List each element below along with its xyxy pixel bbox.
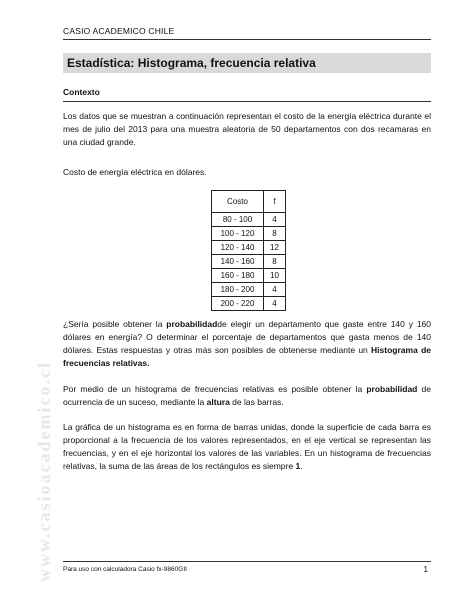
table-row [212,255,286,269]
bold-term-histograma: Histograma de frecuencias relativas. [63,345,431,368]
text-run: Por medio de un histograma de frecuencias relativas es posible obtener la [63,384,367,394]
section-heading: Contexto [63,87,100,97]
bold-term-one: 1 [295,461,301,471]
definition-paragraph [63,421,431,473]
table-row [212,241,286,255]
text-run: de ocurrencia de un suceso, mediante la [63,384,431,407]
table-row [212,213,286,227]
header-cell-costo: Costo [212,191,264,213]
document-header: CASIO ACADEMICO CHILE [63,26,175,36]
frequency-cell: 4 [264,297,286,311]
cost-cell: 180 - 200 [212,283,264,297]
table-row [212,297,286,311]
cost-cell: 160 - 180 [212,269,264,283]
cost-cell: 100 - 120 [212,227,264,241]
bold-term-altura: altura [206,397,230,407]
cost-cell: 80 - 100 [212,213,264,227]
page-title: Estadística: Histograma, frecuencia relativa [63,53,431,73]
bold-term-probabilidad: probabilidad [166,319,218,329]
table-row [212,227,286,241]
frequency-cell: 12 [264,241,286,255]
header-rule [63,39,431,40]
text-run: La gráfica de un histograma es en forma de barras unidas, donde la superficie de cada barra es proporcional a la frecuencia de los valores representados, en el eje vertical se representan las frecuencias, y en el eje horizontal los valores de las variables. En un histograma de frecuencias relativas, la suma de las áreas de los rectángulos es siempre [63,422,431,471]
footer-rule [63,561,431,562]
frequency-table [211,190,286,311]
intro-paragraph: Los datos que se muestran a continuación representan el costo de la energía eléctrica durante el mes de julio del 2013 para una muestra aleatoria de 50 departamentos con dos recamaras en una ciudad grande. [63,111,431,147]
table-row [212,283,286,297]
frequency-cell: 4 [264,283,286,297]
frequency-cell: 8 [264,255,286,269]
footer-text: Para uso con calculadora Casio fx-9860GII [63,566,187,573]
page-number: 1 [423,565,428,574]
text-run: . [300,461,303,471]
probability-paragraph [63,383,431,409]
vertical-watermark: www.casioacademico.cl [34,361,54,582]
cost-cell: 200 - 220 [212,297,264,311]
section-rule [63,101,431,102]
table-caption: Costo de energía eléctrica en dólares. [63,167,207,177]
frequency-cell: 4 [264,213,286,227]
table-header-row [212,191,286,213]
table-row [212,269,286,283]
text-run: de elegir un departamento que gaste entre 140 y 160 dólares en energía? O determinar el porcentaje de departamentos que gasta menos de 140 dólares. Estas respuestas y otras más son posibles de obtenerse mediante un [63,319,431,355]
bold-term-probabilidad: probabilidad [366,384,418,394]
cost-cell: 120 - 140 [212,241,264,255]
text-run: de las barras. [229,397,284,407]
frequency-cell: 8 [264,227,286,241]
frequency-cell: 10 [264,269,286,283]
text-run: ¿Sería posible obtener la [63,319,167,329]
cost-cell: 140 - 160 [212,255,264,269]
question-paragraph [63,318,431,370]
header-cell-f: f [264,191,286,213]
